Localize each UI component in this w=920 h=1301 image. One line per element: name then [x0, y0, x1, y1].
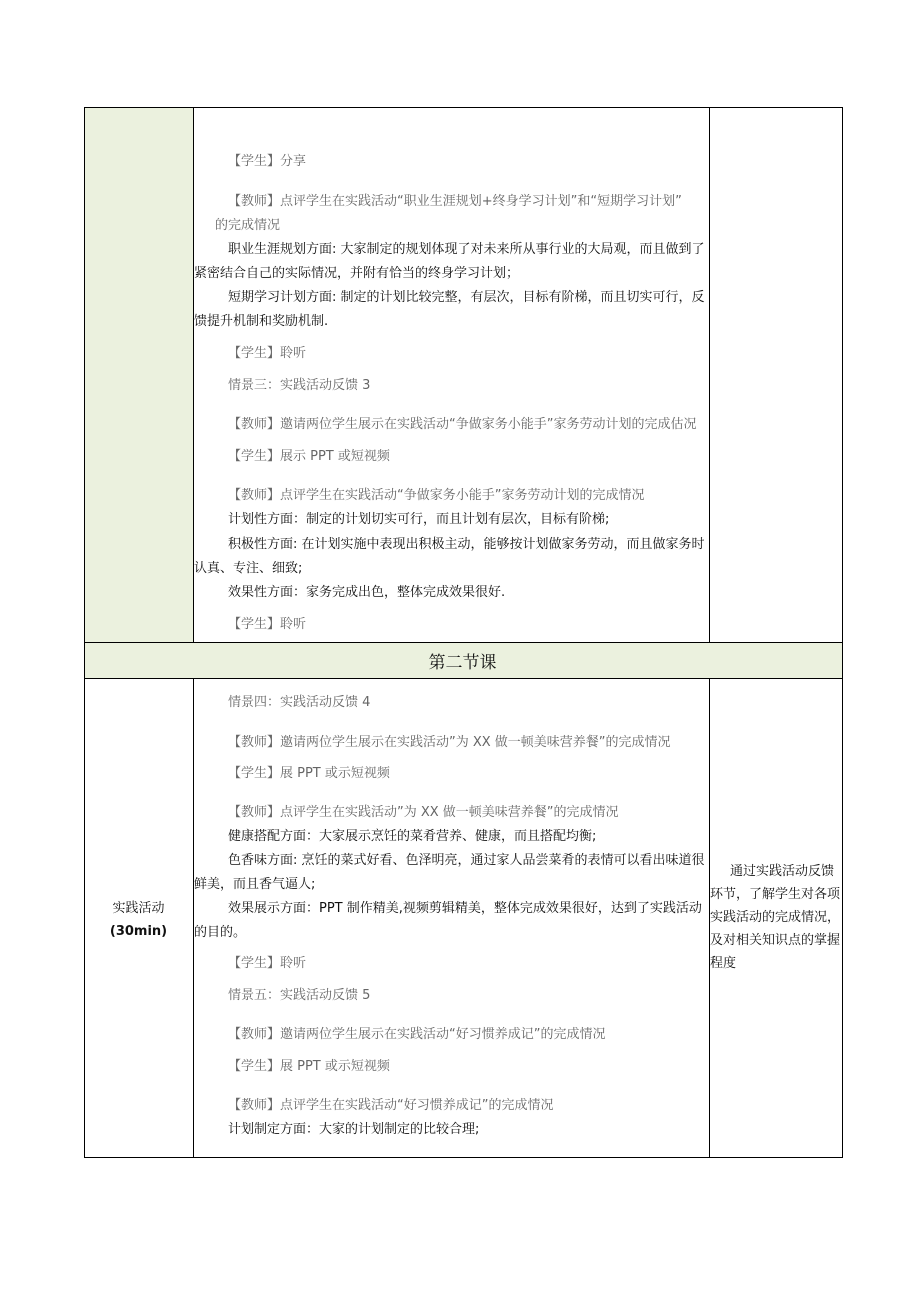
text-line: 健康搭配方面：大家展示烹饪的菜肴营养、健康，而且搭配均衡; — [228, 829, 597, 844]
text-line: 【教师】邀请两位学生展示在实践活动“争做家务小能手”家务劳动计划的完成估况 — [228, 417, 697, 432]
left-column-cell-1 — [84, 107, 194, 642]
text-line: 【学生】聆听 — [228, 346, 307, 361]
text-line: 【教师】点评学生在实践活动“争做家务小能手”家务劳动计划的完成情况 — [228, 488, 645, 503]
text-line: 认真、专注、细致; — [194, 561, 303, 576]
note-cell-1 — [709, 107, 843, 642]
text-line: 【教师】点评学生在实践活动“职业生涯规划+终身学习计划”和“短期学习计划” — [228, 194, 682, 209]
lesson-table — [84, 107, 843, 1158]
activity-label: 实践活动 — [112, 901, 165, 916]
text-line: 计划性方面：制定的计划切实可行，而且计划有层次，目标有阶梯; — [228, 512, 610, 527]
text-line: 情景三：实践活动反馈 3 — [228, 378, 371, 393]
text-line: 效果展示方面：PPT 制作精美,视频剪辑精美，整体完成效果很好，达到了实践活动 — [228, 901, 702, 916]
text-line: 紧密结合自己的实际情况，并附有恰当的终身学习计划； — [194, 266, 520, 281]
text-line: 情景五：实践活动反馈 5 — [228, 988, 371, 1003]
text-line: 职业生涯规划方面: 大家制定的规划体现了对未来所从事行业的大局观，而且做到了 — [228, 242, 705, 257]
text-line: 【学生】展示 PPT 或短视频 — [228, 449, 390, 464]
text-line: 计划制定方面：大家的计划制定的比较合理; — [228, 1122, 480, 1137]
text-line: 馈提升机制和奖励机制. — [194, 314, 329, 329]
text-line: 的目的。 — [194, 925, 247, 940]
text-line: 短期学习计划方面: 制定的计划比较完整，有层次，目标有阶梯，而且切实可行，反 — [228, 290, 705, 305]
text-line: 【学生】展 PPT 或示短视频 — [228, 1059, 390, 1074]
text-line: 【教师】点评学生在实践活动“好习惯养成记”的完成情况 — [228, 1098, 554, 1113]
text-line: 积极性方面: 在计划实施中表现出积极主动，能够按计划做家务劳动，而且做家务时 — [228, 537, 705, 552]
text-line: 色香味方面: 烹饪的菜式好看、色泽明亮，通过家人品尝菜肴的表情可以看出味道很 — [228, 853, 705, 868]
text-line: 鲜美，而且香气逼人; — [194, 877, 316, 892]
text-line: 【学生】分享 — [228, 154, 307, 169]
text-line: 情景四：实践活动反馈 4 — [228, 695, 371, 710]
text-line: 【学生】展 PPT 或示短视频 — [228, 766, 390, 781]
text-line: 效果性方面：家务完成出色，整体完成效果很好. — [228, 585, 506, 600]
text-line: 【教师】点评学生在实践活动”为 XX 做一顿美味营养餐”的完成情况 — [228, 805, 619, 820]
section-heading: 第二节课 — [428, 652, 497, 673]
text-line: 【教师】邀请两位学生展示在实践活动”为 XX 做一顿美味营养餐”的完成情况 — [228, 735, 671, 750]
teaching-purpose-note: 通过实践活动反馈环节，了解学生对各项实践活动的完成情况，及对相关知识点的掌握程度 — [710, 864, 841, 971]
text-line: 【学生】聆听 — [228, 956, 307, 971]
text-line: 的完成情况 — [215, 218, 281, 233]
text-line: 【教师】邀请两位学生展示在实践活动“好习惯养成记”的完成情况 — [228, 1027, 606, 1042]
text-line: 【学生】聆听 — [228, 617, 307, 632]
activity-duration: (30min) — [109, 924, 168, 939]
